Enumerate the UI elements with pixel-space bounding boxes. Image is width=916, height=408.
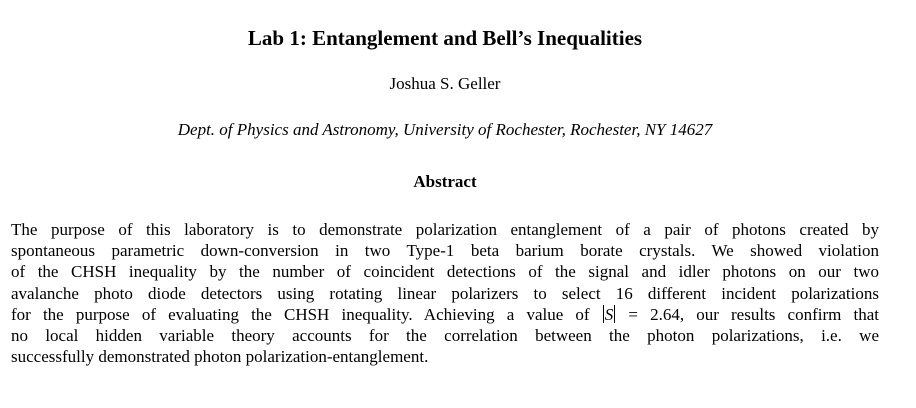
abstract-line: successfully demonstrated photon polarization-entanglement. <box>11 347 429 367</box>
abstract-line: spontaneous parametric down-conversion in two Type-1 beta barium borate crystals. We showed violation <box>11 241 879 261</box>
abstract-line: avalanche photo diode detectors using rotating linear polarizers to select 16 different incident polarizations <box>11 283 879 303</box>
abstract-text-segment: for the purpose of evaluating the CHSH inequality. Achieving a value of <box>11 304 590 324</box>
abstract-text-segment: , our results confirm that <box>679 304 879 324</box>
abstract-body <box>11 219 879 367</box>
author-name: Joshua S. Geller <box>389 74 501 93</box>
paper-title: Lab 1: Entanglement and Bell’s Inequalities <box>247 26 643 50</box>
math-symbol: S <box>604 304 614 324</box>
author-affiliation: Dept. of Physics and Astronomy, University of Rochester, Rochester, NY 14627 <box>177 120 713 139</box>
abstract-line: The purpose of this laboratory is to demonstrate polarization entanglement of a pair of photons created by <box>11 220 879 239</box>
abstract-line: no local hidden variable theory accounts for the correlation between the photon polarizations, i.e. we <box>11 326 879 346</box>
math-relation: = 2.64 <box>616 304 680 324</box>
abs-bar-left <box>603 305 604 323</box>
abstract-heading: Abstract <box>413 172 477 191</box>
abstract-line: of the CHSH inequality by the number of coincident detections of the signal and idler photons on our two <box>11 262 879 282</box>
abstract-line-with-equation <box>11 304 879 325</box>
